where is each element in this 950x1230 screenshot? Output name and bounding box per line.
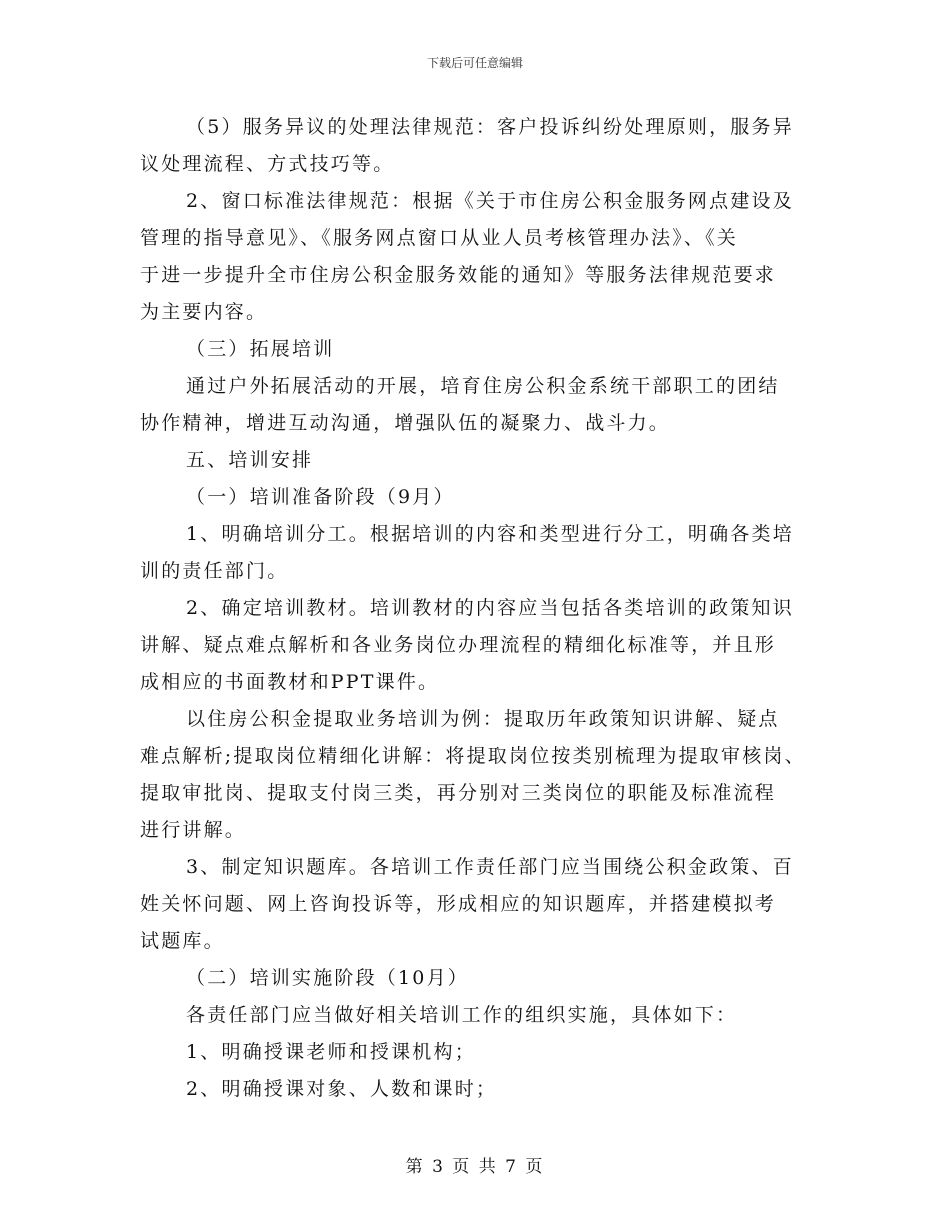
paragraph-line: 讲解、疑点难点解析和各业务岗位办理流程的精细化标准等，并且形 [140, 634, 777, 656]
paragraph-line: 训的责任部门。 [140, 560, 289, 582]
paragraph-line: 试题库。 [140, 930, 225, 952]
paragraph-line: 协作精神，增进互动沟通，增强队伍的凝聚力、战斗力。 [140, 412, 671, 434]
paragraph-line: 通过户外拓展活动的开展，培育住房公积金系统干部职工的团结 [186, 375, 780, 397]
paragraph-line: 于进一步提升全市住房公积金服务效能的通知》等服务法律规范要求 [140, 264, 777, 286]
paragraph-line: 提取审批岗、提取支付岗三类，再分别对三类岗位的职能及标准流程 [140, 782, 777, 804]
section-heading: （一）培训准备阶段（9月） [186, 486, 455, 508]
paragraph-line: 1、明确培训分工。根据培训的内容和类型进行分工，明确各类培 [186, 523, 794, 545]
page-header: 下载后可任意编辑 [426, 56, 523, 70]
paragraph-line: 成相应的书面教材和PPT课件。 [140, 671, 440, 693]
paragraph-line: 3、制定知识题库。各培训工作责任部门应当围绕公积金政策、百 [186, 856, 794, 878]
paragraph-line: 为主要内容。 [140, 301, 268, 323]
section-heading: （三）拓展培训 [186, 338, 335, 360]
page-number-footer: 第 3 页 共 7 页 [405, 1157, 545, 1177]
section-heading: （二）培训实施阶段（10月） [186, 967, 469, 989]
section-heading: 五、培训安排 [186, 449, 314, 471]
paragraph-line: 难点解析;提取岗位精细化讲解：将提取岗位按类别梳理为提取审核岗、 [140, 745, 806, 767]
paragraph-line: 议处理流程、方式技巧等。 [140, 153, 395, 175]
paragraph-line: 2、窗口标准法律规范：根据《关于市住房公积金服务网点建设及 [186, 190, 794, 212]
paragraph-line: 以住房公积金提取业务培训为例：提取历年政策知识讲解、疑点 [186, 708, 780, 730]
paragraph-line: 进行讲解。 [140, 819, 247, 841]
list-item: 1、明确授课老师和授课机构； [186, 1041, 476, 1063]
paragraph-line: （5）服务异议的处理法律规范：客户投诉纠纷处理原则，服务异 [186, 116, 794, 138]
paragraph-line: 各责任部门应当做好相关培训工作的组织实施，具体如下： [186, 1004, 738, 1026]
paragraph-line: 2、确定培训教材。培训教材的内容应当包括各类培训的政策知识 [186, 597, 794, 619]
paragraph-line: 姓关怀问题、网上咨询投诉等，形成相应的知识题库，并搭建模拟考 [140, 893, 777, 915]
paragraph-line: 管理的指导意见》、《服务网点窗口从业人员考核管理办法》、《关 [140, 227, 739, 249]
list-item: 2、明确授课对象、人数和课时； [186, 1078, 498, 1100]
